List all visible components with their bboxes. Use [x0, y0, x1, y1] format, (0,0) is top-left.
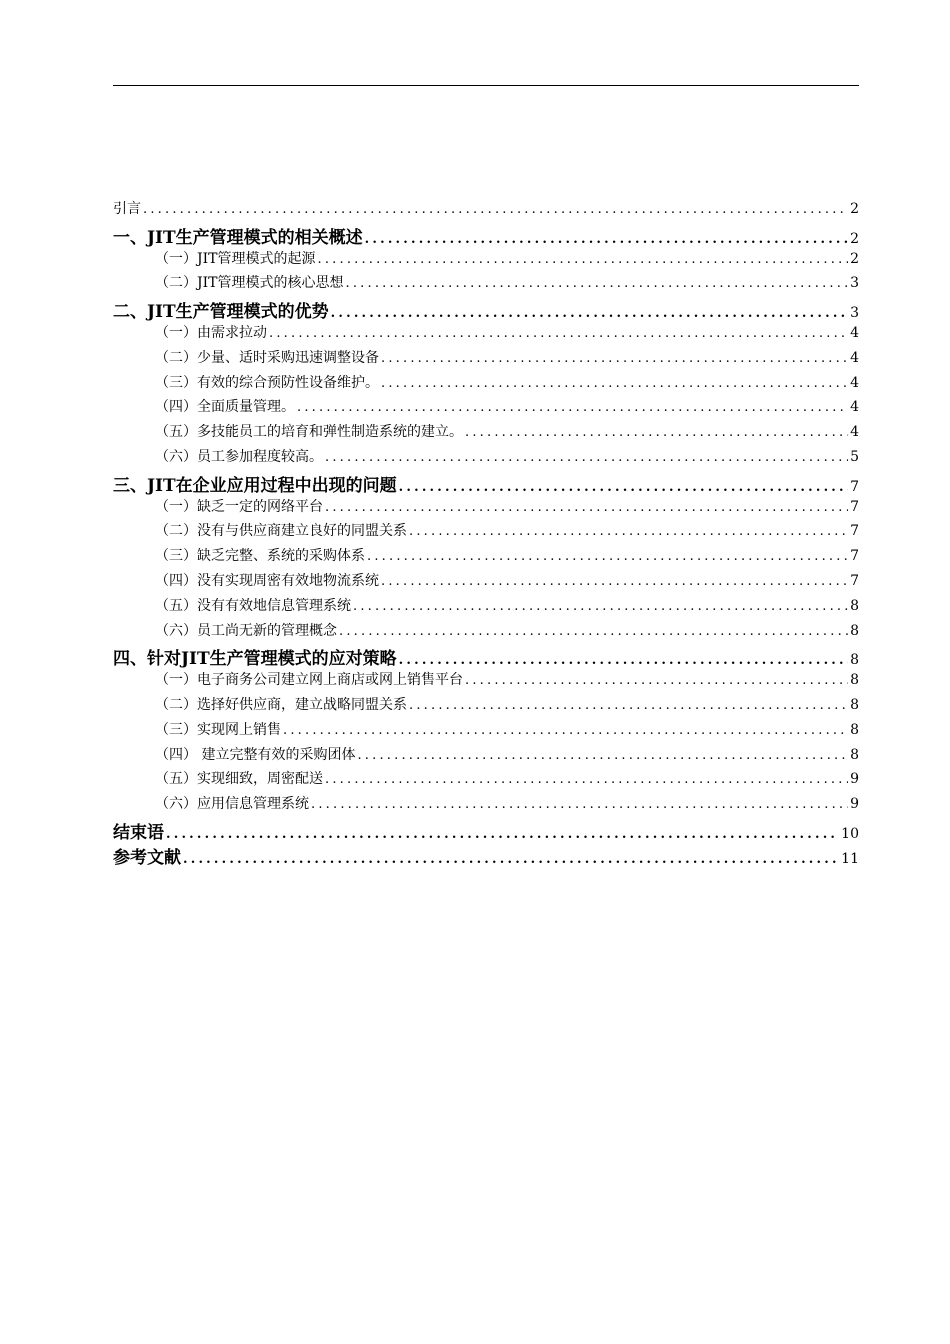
toc-entry[interactable]	[113, 793, 859, 818]
toc-entry-title: 结束语	[113, 822, 164, 843]
header-rule	[113, 85, 859, 86]
toc-entry-page: 11	[841, 850, 859, 867]
toc-leader-dots	[297, 400, 848, 415]
toc-leader-dots	[143, 202, 848, 217]
toc-entry[interactable]	[113, 496, 859, 521]
toc-entry[interactable]	[113, 545, 859, 570]
toc-entry-title: （六）员工尚无新的管理概念	[155, 622, 337, 639]
toc-entry[interactable]	[113, 719, 859, 744]
toc-entry-page: 9	[850, 796, 859, 813]
toc-leader-dots	[409, 524, 848, 539]
toc-leader-dots	[367, 549, 848, 564]
toc-leader-dots	[269, 326, 848, 341]
toc-leader-dots	[325, 772, 848, 787]
toc-entry[interactable]	[113, 644, 859, 669]
toc-entry-title: （六）员工参加程度较高。	[155, 448, 323, 465]
toc-leader-dots	[166, 827, 839, 842]
toc-entry-title: 二、JIT生产管理模式的优势	[113, 302, 329, 322]
toc-entry-title: （二）选择好供应商，建立战略同盟关系	[155, 696, 407, 713]
toc-entry-title: 一、JIT生产管理模式的相关概述	[113, 227, 363, 248]
toc-entry-page: 8	[850, 696, 859, 713]
toc-entry-title: （一）由需求拉动	[155, 324, 267, 341]
toc-entry-page: 8	[850, 721, 859, 738]
toc-entry-page: 5	[850, 448, 859, 465]
toc-leader-dots	[317, 252, 848, 267]
toc-leader-dots	[409, 698, 848, 713]
toc-leader-dots	[357, 748, 848, 763]
toc-entry-page: 7	[850, 548, 859, 565]
toc-entry-title: （一）缺乏一定的网络平台	[155, 498, 323, 515]
toc-entry[interactable]	[113, 595, 859, 620]
toc-entry-title: （一）JIT管理模式的起源	[155, 250, 316, 267]
toc-leader-dots	[283, 723, 848, 738]
toc-leader-dots	[311, 797, 848, 812]
table-of-contents	[113, 198, 859, 868]
toc-entry-title: （二）少量、适时采购迅速调整设备	[155, 349, 379, 366]
toc-leader-dots	[325, 500, 848, 515]
toc-entry[interactable]	[113, 223, 859, 248]
toc-entry[interactable]	[113, 297, 859, 322]
toc-entry-page: 8	[850, 597, 859, 614]
toc-leader-dots	[399, 653, 848, 668]
toc-entry-title: 三、JIT在企业应用过程中出现的问题	[113, 475, 397, 496]
toc-entry-title: （二）JIT管理模式的核心思想	[155, 275, 344, 292]
toc-entry-page: 2	[850, 201, 859, 217]
toc-entry-page: 8	[850, 672, 859, 689]
toc-entry-page: 9	[850, 771, 859, 788]
toc-entry-page: 4	[850, 324, 859, 341]
toc-entry[interactable]	[113, 347, 859, 372]
toc-entry-title: （二）没有与供应商建立良好的同盟关系	[155, 523, 407, 540]
toc-entry-page: 3	[850, 275, 859, 292]
toc-entry-page: 4	[850, 424, 859, 441]
toc-entry-page: 3	[850, 305, 859, 322]
toc-leader-dots	[399, 480, 848, 495]
toc-leader-dots	[381, 574, 848, 589]
toc-entry[interactable]	[113, 818, 859, 843]
toc-entry[interactable]	[113, 421, 859, 446]
toc-entry-page: 2	[850, 230, 859, 247]
toc-entry-page: 2	[850, 250, 859, 267]
toc-entry[interactable]	[113, 248, 859, 273]
toc-entry[interactable]	[113, 669, 859, 694]
toc-entry-page: 7	[850, 572, 859, 589]
toc-entry-title: （六）应用信息管理系统	[155, 796, 309, 813]
toc-entry-title: （五）实现细致，周密配送	[155, 771, 323, 788]
toc-entry[interactable]	[113, 272, 859, 297]
toc-entry-page: 8	[850, 746, 859, 763]
toc-entry[interactable]	[113, 446, 859, 471]
toc-entry-page: 7	[850, 478, 859, 495]
toc-entry[interactable]	[113, 520, 859, 545]
toc-entry[interactable]	[113, 570, 859, 595]
toc-entry-title: （四） 建立完整有效的采购团体	[155, 746, 356, 763]
toc-entry-title: （五）没有有效地信息管理系统	[155, 597, 351, 614]
toc-entry-title: 参考文献	[113, 847, 181, 868]
toc-entry-title: （一）电子商务公司建立网上商店或网上销售平台	[155, 672, 463, 689]
toc-entry[interactable]	[113, 396, 859, 421]
toc-entry-page: 7	[850, 498, 859, 515]
toc-entry-page: 8	[850, 652, 859, 669]
toc-entry-title: 引言	[113, 201, 141, 217]
toc-entry[interactable]	[113, 372, 859, 397]
toc-entry-page: 8	[850, 622, 859, 639]
toc-leader-dots	[465, 425, 848, 440]
toc-entry-title: （三）有效的综合预防性设备维护。	[155, 374, 379, 391]
toc-leader-dots	[365, 232, 848, 247]
toc-entry[interactable]	[113, 471, 859, 496]
toc-entry-page: 10	[841, 825, 859, 842]
toc-entry-title: （四）没有实现周密有效地物流系统	[155, 572, 379, 589]
toc-leader-dots	[183, 852, 839, 867]
toc-entry-title: （五）多技能员工的培育和弹性制造系统的建立。	[155, 424, 463, 441]
toc-entry[interactable]	[113, 694, 859, 719]
toc-leader-dots	[325, 450, 848, 465]
toc-entry[interactable]	[113, 198, 859, 223]
toc-entry-title: （三）实现网上销售	[155, 721, 281, 738]
toc-leader-dots	[331, 306, 848, 321]
toc-entry[interactable]	[113, 620, 859, 645]
toc-leader-dots	[353, 599, 848, 614]
toc-entry[interactable]	[113, 322, 859, 347]
toc-entry-page: 4	[850, 349, 859, 366]
toc-entry[interactable]	[113, 768, 859, 793]
toc-entry-page: 4	[850, 374, 859, 391]
toc-leader-dots	[345, 276, 848, 291]
toc-entry-title: 四、针对JIT生产管理模式的应对策略	[113, 649, 397, 670]
toc-leader-dots	[381, 376, 848, 391]
toc-entry[interactable]	[113, 843, 859, 868]
toc-leader-dots	[465, 673, 848, 688]
toc-entry[interactable]	[113, 744, 859, 769]
toc-entry-page: 7	[850, 523, 859, 540]
toc-entry-title: （三）缺乏完整、系统的采购体系	[155, 548, 365, 565]
toc-entry-title: （四）全面质量管理。	[155, 399, 295, 416]
toc-leader-dots	[381, 351, 848, 366]
toc-leader-dots	[339, 624, 848, 639]
toc-entry-page: 4	[850, 399, 859, 416]
